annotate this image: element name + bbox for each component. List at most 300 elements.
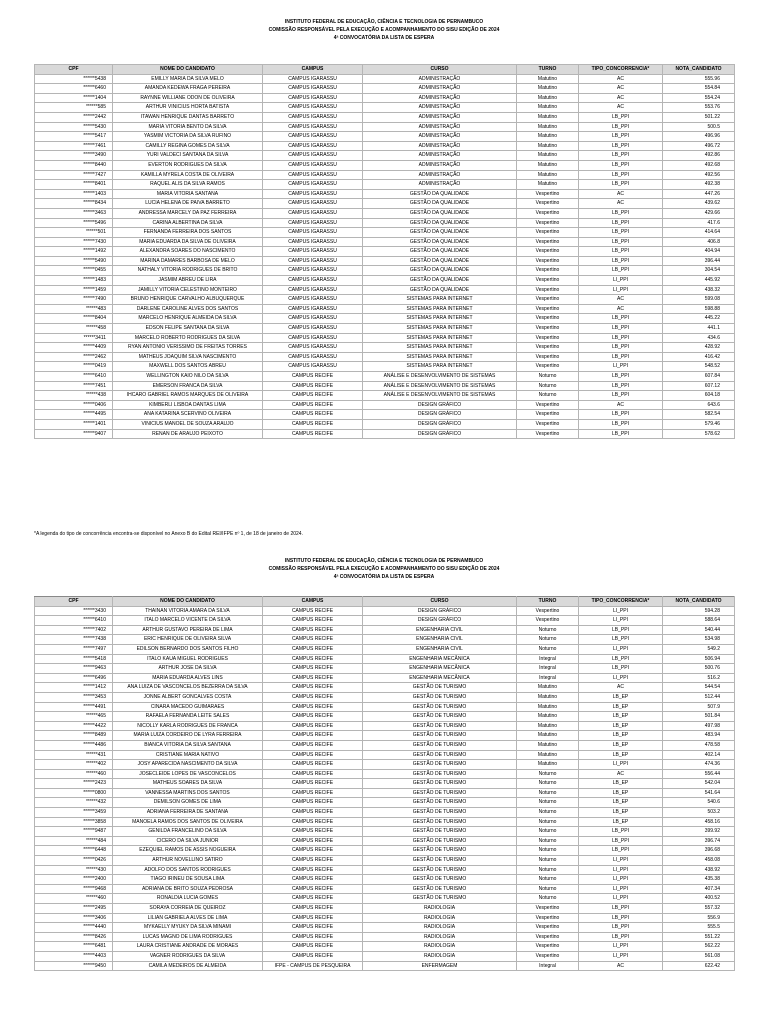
cell-turno: Noturno — [517, 856, 579, 866]
cell-nota: 417.6 — [663, 218, 735, 228]
cell-curso: SISTEMAS PARA INTERNET — [363, 295, 517, 305]
table-row — [35, 625, 735, 635]
cell-curso: GESTÃO DA QUALIDADE — [363, 189, 517, 199]
cell-nota: 544.54 — [663, 683, 735, 693]
table-row — [35, 295, 735, 305]
cell-tipo-concorrencia: AC — [579, 769, 663, 779]
cell-nome: KIMBERLI LISBOA DANTAS LIMA — [113, 400, 263, 410]
cell-nome: RONALDIA LUCIA GOMES — [113, 894, 263, 904]
table-row — [35, 93, 735, 103]
cell-curso: ANÁLISE E DESENVOLVIMENTO DE SISTEMAS — [363, 391, 517, 401]
cell-curso: SISTEMAS PARA INTERNET — [363, 362, 517, 372]
cell-campus: CAMPUS IGARASSU — [263, 103, 363, 113]
cell-turno: Vespertino — [517, 295, 579, 305]
cell-turno: Matutino — [517, 112, 579, 122]
table-row — [35, 276, 735, 286]
column-header-nota: NOTA_CANDIDATO — [663, 597, 735, 607]
cell-curso: ENGENHARIA MECÂNICA — [363, 673, 517, 683]
table-row — [35, 664, 735, 674]
cell-tipo-concorrencia: LB_PPI — [579, 314, 663, 324]
cell-nome: MAXWELL DOS SANTOS ABREU — [113, 362, 263, 372]
cell-turno: Vespertino — [517, 237, 579, 247]
cell-curso: DESIGN GRÁFICO — [363, 400, 517, 410]
cell-nome: MYKAELLY MYUKY DA SILVA MINAMI — [113, 923, 263, 933]
cell-nome: ALEXANDRA SOARES DO NASCIMENTO — [113, 247, 263, 257]
cell-cpf: ******9468 — [35, 884, 113, 894]
cell-curso: ADMINISTRAÇÃO — [363, 122, 517, 132]
cell-turno: Vespertino — [517, 324, 579, 334]
header-institution: INSTITUTO FEDERAL DE EDUCAÇÃO, CIÊNCIA E TECNOLOGIA DE PERNAMBUCO — [284, 558, 484, 564]
cell-turno: Integral — [517, 664, 579, 674]
cell-nota: 447.26 — [663, 189, 735, 199]
cell-nota: 507.9 — [663, 702, 735, 712]
cell-cpf: ******7461 — [35, 141, 113, 151]
cell-nome: ADOLFO DOS SANTOS RODRIGUES — [113, 865, 263, 875]
cell-cpf: ******4409 — [35, 343, 113, 353]
cell-curso: SISTEMAS PARA INTERNET — [363, 304, 517, 314]
cell-turno: Vespertino — [517, 616, 579, 626]
cell-tipo-concorrencia: LB_PPI — [579, 122, 663, 132]
cell-tipo-concorrencia: AC — [579, 189, 663, 199]
cell-campus: CAMPUS RECIFE — [263, 836, 363, 846]
cell-campus: CAMPUS RECIFE — [263, 381, 363, 391]
cell-campus: CAMPUS RECIFE — [263, 429, 363, 439]
table-body — [35, 74, 735, 439]
cell-nome: IHCARO GABRIEL RAMOS MARQUES DE OLIVEIRA — [113, 391, 263, 401]
cell-tipo-concorrencia: LB_PPI — [579, 237, 663, 247]
cell-nome: RAFAELA FERNANDA LEITE SALES — [113, 712, 263, 722]
cell-curso: DESIGN GRÁFICO — [363, 410, 517, 420]
cell-nota: 445.92 — [663, 276, 735, 286]
column-header-nome: NOME DO CANDIDATO — [113, 597, 263, 607]
cell-curso: GESTÃO DE TURISMO — [363, 865, 517, 875]
cell-curso: GESTÃO DE TURISMO — [363, 788, 517, 798]
cell-curso: RADIOLOGIA — [363, 913, 517, 923]
cell-curso: SISTEMAS PARA INTERNET — [363, 314, 517, 324]
cell-nome: WELLINGTON KAIO NILO DA SILVA — [113, 372, 263, 382]
cell-campus: CAMPUS IGARASSU — [263, 314, 363, 324]
cell-nome: EMILLY MARIA DA SILVA MELO — [113, 74, 263, 84]
cell-nome: ERIC HENRIQUE DE OLIVEIRA SILVA — [113, 635, 263, 645]
table-row — [35, 170, 735, 180]
cell-tipo-concorrencia: LB_PPI — [579, 151, 663, 161]
cell-nota: 478.58 — [663, 740, 735, 750]
cell-nota: 434.6 — [663, 333, 735, 343]
cell-campus: CAMPUS IGARASSU — [263, 180, 363, 190]
cell-turno: Noturno — [517, 635, 579, 645]
cell-curso: ADMINISTRAÇÃO — [363, 93, 517, 103]
table-row — [35, 419, 735, 429]
cell-cpf: ******8404 — [35, 314, 113, 324]
cell-cpf: ******4495 — [35, 410, 113, 420]
cell-nota: 553.76 — [663, 103, 735, 113]
cell-cpf: ******0455 — [35, 266, 113, 276]
cell-tipo-concorrencia: LI_PPI — [579, 606, 663, 616]
table-row — [35, 616, 735, 626]
cell-tipo-concorrencia: LB_PPI — [579, 904, 663, 914]
cell-nota: 643.6 — [663, 400, 735, 410]
cell-nota: 404.94 — [663, 247, 735, 257]
table-row — [35, 702, 735, 712]
cell-campus: CAMPUS RECIFE — [263, 702, 363, 712]
cell-curso: RADIOLOGIA — [363, 932, 517, 942]
cell-tipo-concorrencia: LB_PPI — [579, 654, 663, 664]
cell-tipo-concorrencia: LB_EP — [579, 702, 663, 712]
cell-cpf: ******8440 — [35, 160, 113, 170]
cell-turno: Matutino — [517, 750, 579, 760]
cell-nome: CAMILA MEDEIROS DE ALMEIDA — [113, 961, 263, 971]
cell-campus: CAMPUS RECIFE — [263, 372, 363, 382]
cell-cpf: ******7438 — [35, 635, 113, 645]
cell-cpf: ******484 — [35, 836, 113, 846]
cell-curso: GESTÃO DE TURISMO — [363, 817, 517, 827]
cell-campus: CAMPUS IGARASSU — [263, 304, 363, 314]
column-header-cpf: CPF — [35, 65, 113, 75]
cell-turno: Vespertino — [517, 285, 579, 295]
cell-cpf: ******6496 — [35, 673, 113, 683]
cell-nome: ITALO MARCELO VICENTE DA SILVA — [113, 616, 263, 626]
cell-turno: Vespertino — [517, 932, 579, 942]
cell-campus: CAMPUS IGARASSU — [263, 189, 363, 199]
cell-campus: CAMPUS IGARASSU — [263, 237, 363, 247]
table-row — [35, 875, 735, 885]
cell-turno: Vespertino — [517, 429, 579, 439]
cell-cpf: ******7402 — [35, 625, 113, 635]
cell-nome: NATHALY VITORIA RODRIGUES DE BRITO — [113, 266, 263, 276]
table-body — [35, 606, 735, 971]
cell-cpf: ******1459 — [35, 285, 113, 295]
cell-nome: DEMILSON GOMES DE LIMA — [113, 798, 263, 808]
cell-curso: ADMINISTRAÇÃO — [363, 103, 517, 113]
table-row — [35, 333, 735, 343]
cell-tipo-concorrencia: LB_PPI — [579, 324, 663, 334]
table-row — [35, 372, 735, 382]
cell-nota: 474.36 — [663, 760, 735, 770]
cell-curso: GESTÃO DA QUALIDADE — [363, 208, 517, 218]
cell-nota: 396.74 — [663, 836, 735, 846]
cell-curso: DESIGN GRÁFICO — [363, 429, 517, 439]
cell-cpf: ******6448 — [35, 846, 113, 856]
table-row — [35, 731, 735, 741]
table-row — [35, 400, 735, 410]
cell-curso: ENGENHARIA MECÂNICA — [363, 664, 517, 674]
cell-campus: CAMPUS RECIFE — [263, 673, 363, 683]
cell-turno: Noturno — [517, 769, 579, 779]
cell-nome: BIANCA VITORIA DA SILVA SANTANA — [113, 740, 263, 750]
header-convocation: 4ª CONVOCATÓRIA DA LISTA DE ESPERA — [333, 35, 435, 41]
cell-cpf: ******0800 — [35, 788, 113, 798]
cell-nome: MANOELA RAMOS DOS SANTOS DE OLIVEIRA — [113, 817, 263, 827]
table-row — [35, 429, 735, 439]
table-row — [35, 923, 735, 933]
cell-campus: CAMPUS RECIFE — [263, 894, 363, 904]
header-commission: COMISSÃO RESPONSÁVEL PELA EXECUÇÃO E ACOMPANHAMENTO DO SISU EDIÇÃO DE 2024 — [268, 566, 500, 572]
cell-turno: Matutino — [517, 93, 579, 103]
cell-curso: ADMINISTRAÇÃO — [363, 170, 517, 180]
cell-nome: ANA KATARINA SCERVINO OLIVEIRA — [113, 410, 263, 420]
cell-campus: CAMPUS RECIFE — [263, 606, 363, 616]
cell-tipo-concorrencia: LB_PPI — [579, 419, 663, 429]
cell-nome: ARTHUR NOVELLINO SATIRO — [113, 856, 263, 866]
cell-nota: 503.2 — [663, 808, 735, 818]
cell-tipo-concorrencia: LI_PPI — [579, 616, 663, 626]
cell-nota: 501.84 — [663, 712, 735, 722]
cell-nome: RAQUEL ALIS DA SILVA RAMOS — [113, 180, 263, 190]
cell-tipo-concorrencia: LI_PPI — [579, 673, 663, 683]
cell-nome: YASMIM VICTORIA DA SILVA RUFINO — [113, 132, 263, 142]
table-row — [35, 74, 735, 84]
cell-nota: 562.22 — [663, 942, 735, 952]
cell-campus: CAMPUS RECIFE — [263, 769, 363, 779]
table-row — [35, 904, 735, 914]
cell-nome: MARIA VITORIA BENTO DA SILVA — [113, 122, 263, 132]
cell-curso: ADMINISTRAÇÃO — [363, 132, 517, 142]
cell-nome: VINICIUS MANOEL DE SOUZA ARAUJO — [113, 419, 263, 429]
cell-nota: 607.84 — [663, 372, 735, 382]
cell-nome: ARTHUR VINICIUS HORTA BATISTA — [113, 103, 263, 113]
cell-nome: KAMILLA MYRELA COSTA DE OLIVEIRA — [113, 170, 263, 180]
column-header-turno: TURNO — [517, 597, 579, 607]
cell-nota: 582.54 — [663, 410, 735, 420]
header-commission: COMISSÃO RESPONSÁVEL PELA EXECUÇÃO E ACOMPANHAMENTO DO SISU EDIÇÃO DE 2024 — [268, 27, 500, 33]
cell-tipo-concorrencia: LB_PPI — [579, 664, 663, 674]
table-row — [35, 391, 735, 401]
cell-cpf: ******6410 — [35, 616, 113, 626]
cell-nota: 555.96 — [663, 74, 735, 84]
cell-turno: Matutino — [517, 702, 579, 712]
table-row — [35, 769, 735, 779]
cell-campus: CAMPUS RECIFE — [263, 798, 363, 808]
cell-curso: GESTÃO DE TURISMO — [363, 808, 517, 818]
cell-cpf: ******9487 — [35, 827, 113, 837]
cell-tipo-concorrencia: AC — [579, 400, 663, 410]
cell-tipo-concorrencia: LB_PPI — [579, 266, 663, 276]
cell-curso: GESTÃO DE TURISMO — [363, 731, 517, 741]
cell-campus: CAMPUS IGARASSU — [263, 285, 363, 295]
cell-tipo-concorrencia: LB_PPI — [579, 208, 663, 218]
cell-cpf: ******3411 — [35, 333, 113, 343]
cell-curso: GESTÃO DE TURISMO — [363, 856, 517, 866]
cell-cpf: ******460 — [35, 769, 113, 779]
cell-nota: 555.5 — [663, 923, 735, 933]
cell-curso: SISTEMAS PARA INTERNET — [363, 352, 517, 362]
cell-nota: 561.08 — [663, 951, 735, 961]
table-row — [35, 951, 735, 961]
table-row — [35, 180, 735, 190]
cell-nota: 534.98 — [663, 635, 735, 645]
cell-cpf: ******7490 — [35, 295, 113, 305]
cell-tipo-concorrencia: LI_PPI — [579, 285, 663, 295]
cell-turno: Vespertino — [517, 400, 579, 410]
table-row — [35, 132, 735, 142]
cell-turno: Noturno — [517, 884, 579, 894]
cell-tipo-concorrencia: LI_PPI — [579, 760, 663, 770]
cell-curso: GESTÃO DA QUALIDADE — [363, 199, 517, 209]
cell-nome: MARIA EDUARDA DA SILVA DE OLIVEIRA — [113, 237, 263, 247]
cell-cpf: ******3430 — [35, 606, 113, 616]
column-header-nota: NOTA_CANDIDATO — [663, 65, 735, 75]
cell-nome: LILIAN GABRIELA ALVES DE LIMA — [113, 913, 263, 923]
cell-turno: Noturno — [517, 798, 579, 808]
column-header-curso: CURSO — [363, 65, 517, 75]
cell-cpf: ******402 — [35, 760, 113, 770]
cell-nome: ARTHUR GUSTAVO PEREIRA DE LIMA — [113, 625, 263, 635]
cell-turno: Matutino — [517, 740, 579, 750]
table-header-row — [35, 597, 735, 607]
cell-turno: Matutino — [517, 103, 579, 113]
cell-nota: 542.04 — [663, 779, 735, 789]
cell-cpf: ******5490 — [35, 256, 113, 266]
cell-cpf: ******5418 — [35, 654, 113, 664]
cell-curso: ENGENHARIA CIVIL — [363, 644, 517, 654]
cell-tipo-concorrencia: LB_PPI — [579, 913, 663, 923]
cell-tipo-concorrencia: LB_EP — [579, 779, 663, 789]
cell-turno: Integral — [517, 673, 579, 683]
column-header-campus: CAMPUS — [263, 65, 363, 75]
cell-curso: GESTÃO DE TURISMO — [363, 683, 517, 693]
cell-tipo-concorrencia: LB_PPI — [579, 247, 663, 257]
cell-curso: GESTÃO DE TURISMO — [363, 769, 517, 779]
cell-nome: FERNANDA FERREIRA DOS SANTOS — [113, 228, 263, 238]
cell-cpf: ******5417 — [35, 132, 113, 142]
cell-nome: MARIA EDUARDA ALVES LINS — [113, 673, 263, 683]
cell-cpf: ******3406 — [35, 913, 113, 923]
cell-campus: CAMPUS RECIFE — [263, 875, 363, 885]
cell-tipo-concorrencia: LB_PPI — [579, 372, 663, 382]
cell-tipo-concorrencia: AC — [579, 295, 663, 305]
cell-turno: Noturno — [517, 372, 579, 382]
cell-cpf: ******431 — [35, 750, 113, 760]
cell-nota: 540.6 — [663, 798, 735, 808]
column-header-curso: CURSO — [363, 597, 517, 607]
cell-cpf: ******7497 — [35, 644, 113, 654]
cell-nota: 406.8 — [663, 237, 735, 247]
cell-nome: MATHEUS SOARES DA SILVA — [113, 779, 263, 789]
document-header — [0, 557, 768, 581]
cell-campus: CAMPUS IGARASSU — [263, 112, 363, 122]
cell-turno: Matutino — [517, 74, 579, 84]
cell-tipo-concorrencia: LB_PPI — [579, 160, 663, 170]
cell-nome: ITALO KAUA MIGUEL RODRIGUES — [113, 654, 263, 664]
cell-curso: GESTÃO DE TURISMO — [363, 750, 517, 760]
cell-curso: GESTÃO DE TURISMO — [363, 692, 517, 702]
cell-campus: CAMPUS RECIFE — [263, 913, 363, 923]
cell-cpf: ******432 — [35, 798, 113, 808]
cell-curso: DESIGN GRÁFICO — [363, 419, 517, 429]
cell-nome: ADRIANA FERREIRA DE SANTANA — [113, 808, 263, 818]
cell-turno: Vespertino — [517, 410, 579, 420]
table-row — [35, 817, 735, 827]
cell-nota: 512.44 — [663, 692, 735, 702]
cell-nota: 551.22 — [663, 932, 735, 942]
cell-curso: GESTÃO DA QUALIDADE — [363, 218, 517, 228]
cell-campus: CAMPUS IGARASSU — [263, 333, 363, 343]
cell-nota: 516.2 — [663, 673, 735, 683]
cell-nome: JASMIM ABREU DE LIRA — [113, 276, 263, 286]
cell-cpf: ******2442 — [35, 112, 113, 122]
cell-tipo-concorrencia: LB_EP — [579, 798, 663, 808]
table-row — [35, 750, 735, 760]
cell-tipo-concorrencia: LI_PPI — [579, 875, 663, 885]
cell-tipo-concorrencia: LB_PPI — [579, 635, 663, 645]
cell-turno: Noturno — [517, 846, 579, 856]
cell-nome: MARIA LUIZA CORDEIRO DE LYRA FERREIRA — [113, 731, 263, 741]
table-row — [35, 760, 735, 770]
table-row — [35, 256, 735, 266]
table-row — [35, 141, 735, 151]
cell-tipo-concorrencia: LB_PPI — [579, 343, 663, 353]
table-row — [35, 644, 735, 654]
cell-turno: Matutino — [517, 160, 579, 170]
header-convocation: 4ª CONVOCATÓRIA DA LISTA DE ESPERA — [333, 574, 435, 580]
cell-campus: CAMPUS RECIFE — [263, 731, 363, 741]
cell-tipo-concorrencia: LB_PPI — [579, 218, 663, 228]
cell-tipo-concorrencia: LB_PPI — [579, 132, 663, 142]
cell-nota: 554.84 — [663, 84, 735, 94]
document-header — [0, 18, 768, 42]
cell-nota: 445.22 — [663, 314, 735, 324]
cell-turno: Vespertino — [517, 304, 579, 314]
table-row — [35, 362, 735, 372]
cell-nota: 439.62 — [663, 199, 735, 209]
cell-campus: CAMPUS IGARASSU — [263, 218, 363, 228]
cell-nome: LUCIA HELENA DE PAIVA BARRETO — [113, 199, 263, 209]
cell-curso: GESTÃO DE TURISMO — [363, 702, 517, 712]
cell-turno: Matutino — [517, 731, 579, 741]
cell-tipo-concorrencia: LB_PPI — [579, 836, 663, 846]
table-row — [35, 122, 735, 132]
table-row — [35, 942, 735, 952]
cell-nota: 399.92 — [663, 827, 735, 837]
table-row — [35, 654, 735, 664]
table-row — [35, 856, 735, 866]
cell-turno: Matutino — [517, 141, 579, 151]
cell-turno: Vespertino — [517, 942, 579, 952]
cell-cpf: ******2462 — [35, 352, 113, 362]
column-header-campus: CAMPUS — [263, 597, 363, 607]
cell-tipo-concorrencia: AC — [579, 93, 663, 103]
cell-cpf: ******7451 — [35, 381, 113, 391]
cell-turno: Vespertino — [517, 256, 579, 266]
cell-cpf: ******9450 — [35, 961, 113, 971]
cell-nota: 304.54 — [663, 266, 735, 276]
cell-turno: Vespertino — [517, 247, 579, 257]
cell-nota: 622.42 — [663, 961, 735, 971]
table-row — [35, 635, 735, 645]
table-row — [35, 913, 735, 923]
cell-campus: CAMPUS RECIFE — [263, 740, 363, 750]
cell-campus: CAMPUS IGARASSU — [263, 256, 363, 266]
cell-tipo-concorrencia: LI_PPI — [579, 865, 663, 875]
cell-tipo-concorrencia: LB_PPI — [579, 256, 663, 266]
cell-nota: 548.52 — [663, 362, 735, 372]
cell-curso: ANÁLISE E DESENVOLVIMENTO DE SISTEMAS — [363, 381, 517, 391]
cell-curso: ENGENHARIA CIVIL — [363, 625, 517, 635]
cell-cpf: ******1401 — [35, 419, 113, 429]
cell-tipo-concorrencia: LB_PPI — [579, 381, 663, 391]
cell-curso: SISTEMAS PARA INTERNET — [363, 343, 517, 353]
cell-nota: 549.2 — [663, 644, 735, 654]
cell-curso: ENFERMAGEM — [363, 961, 517, 971]
table-row — [35, 894, 735, 904]
cell-turno: Vespertino — [517, 208, 579, 218]
cell-campus: CAMPUS IGARASSU — [263, 93, 363, 103]
cell-cpf: ******585 — [35, 103, 113, 113]
cell-nota: 557.32 — [663, 904, 735, 914]
cell-nome: MATHEUS JOAQUIM SILVA NASCIMENTO — [113, 352, 263, 362]
cell-turno: Matutino — [517, 84, 579, 94]
cell-campus: CAMPUS RECIFE — [263, 391, 363, 401]
